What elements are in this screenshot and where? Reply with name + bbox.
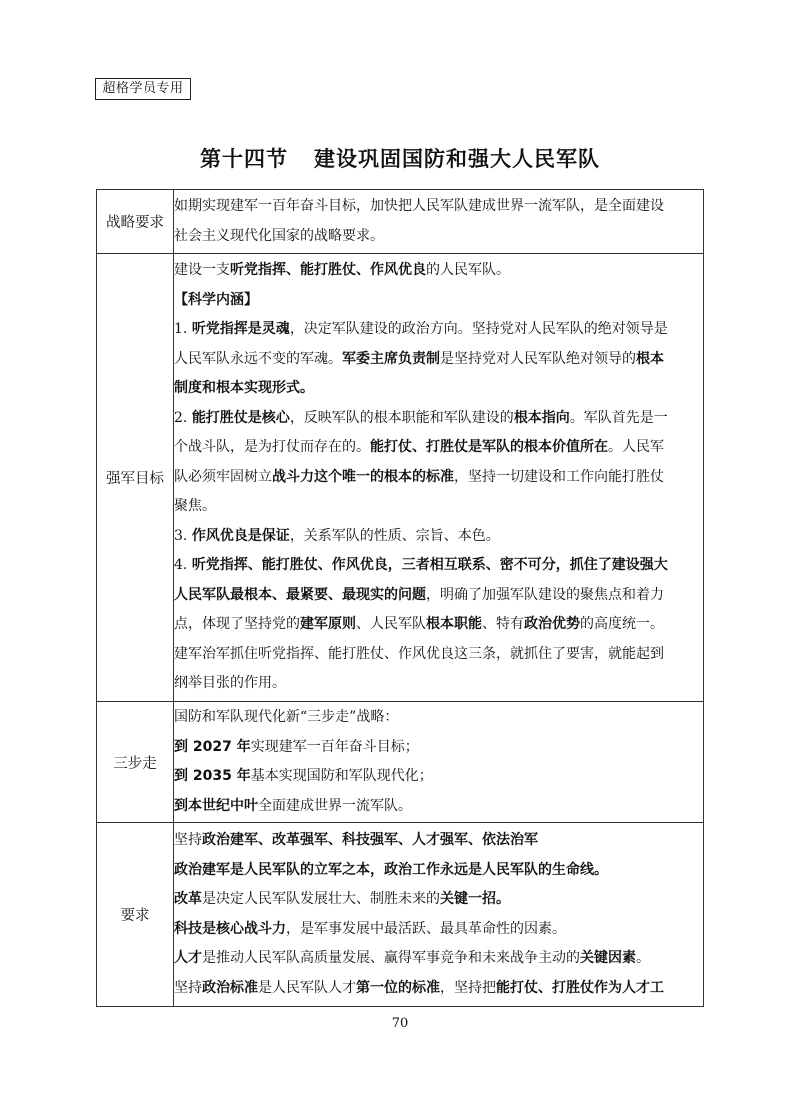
emphasis-text: 听党指挥是灵魂 bbox=[191, 321, 290, 338]
emphasis-text: 政治建军是人民军队的立军之本，政治工作永远是人民军队的生命线。 bbox=[174, 861, 608, 878]
emphasis-text: 根本 bbox=[636, 350, 664, 367]
emphasis-text: 政治建军、改革强军、科技强军、人才强军、依法治军 bbox=[202, 832, 538, 848]
content-line bbox=[174, 286, 703, 316]
emphasis-text: 制度和根本实现形式。 bbox=[174, 380, 314, 397]
text-segment: 实现建军一百年奋斗目标； bbox=[250, 738, 419, 755]
content-line bbox=[174, 256, 703, 286]
text-segment: 的高度统一。 bbox=[580, 616, 664, 633]
text-segment: 是人民军队人才 bbox=[258, 979, 356, 996]
text-segment: ，明确了加强军队建设的聚焦点和着力 bbox=[426, 586, 664, 603]
text-segment: ，反映军队的根本职能和军队建设的 bbox=[289, 409, 514, 426]
emphasis-text: 建军原则 bbox=[300, 616, 356, 633]
text-segment: 纲举目张的作用。 bbox=[174, 675, 286, 692]
text-segment: 如期实现建军一百年奋斗目标，加快把人民军队建成世界一流军队，是全面建设 bbox=[174, 198, 664, 214]
content-line bbox=[174, 581, 703, 611]
emphasis-text: 能打仗、打胜仗作为人才工 bbox=[496, 979, 664, 996]
emphasis-text: 作风优良是保证 bbox=[191, 527, 290, 544]
text-segment: 。 bbox=[636, 950, 650, 966]
emphasis-text: 军委主席负责制 bbox=[342, 350, 440, 367]
emphasis-text: 政治优势 bbox=[524, 616, 580, 633]
text-segment: ，关系军队的性质、宗旨、本色。 bbox=[289, 527, 500, 544]
page-title bbox=[0, 143, 800, 173]
emphasis-text: 人才 bbox=[174, 950, 202, 966]
content-line bbox=[174, 762, 703, 792]
emphasis-text: 能打仗、打胜仗是军队的根本价值所在 bbox=[370, 439, 608, 456]
content-line bbox=[174, 374, 703, 404]
text-segment: 。人民军 bbox=[608, 439, 664, 456]
content-line bbox=[174, 703, 703, 733]
content-line bbox=[174, 433, 703, 463]
content-line bbox=[174, 522, 703, 552]
emphasis-text: 第一位的标准 bbox=[356, 979, 440, 996]
content-line bbox=[174, 404, 703, 434]
text-segment: 社会主义现代化国家的战略要求。 bbox=[174, 227, 384, 244]
section-number: 第十四节 bbox=[200, 147, 288, 171]
emphasis-text: 改革 bbox=[174, 891, 202, 907]
text-segment: 是决定人民军队发展壮大、制胜未来的 bbox=[202, 891, 440, 907]
text-segment: 的人民军队。 bbox=[426, 262, 510, 279]
row-content bbox=[174, 702, 704, 823]
section-name: 建设巩固国防和强大人民军队 bbox=[314, 147, 600, 171]
emphasis-text: 根本职能 bbox=[426, 616, 482, 633]
text-segment: 坚持 bbox=[174, 832, 202, 848]
content-line bbox=[174, 463, 703, 493]
emphasis-text: 到 2027 年 bbox=[174, 738, 251, 755]
table-row bbox=[97, 254, 704, 702]
text-segment: 建军治军抓住听党指挥、能打胜仗、作风优良这三条，就抓住了要害，就能起到 bbox=[174, 645, 664, 662]
table-row bbox=[97, 823, 704, 1007]
text-segment: 国防和军队现代化新“三步走”战略： bbox=[174, 709, 399, 725]
text-segment: 是推动人民军队高质量发展、赢得军事竞争和未来战争主动的 bbox=[202, 950, 580, 966]
content-line bbox=[174, 826, 703, 856]
text-segment: 坚持 bbox=[174, 979, 202, 996]
text-segment: 、特有 bbox=[482, 616, 524, 633]
text-segment: ，坚持把 bbox=[440, 979, 496, 996]
text-segment: 队必须牢固树立 bbox=[174, 468, 272, 485]
content-line bbox=[174, 792, 703, 822]
content-line bbox=[174, 856, 703, 886]
row-content bbox=[174, 190, 704, 254]
content-line bbox=[174, 944, 703, 974]
row-content bbox=[174, 823, 704, 1007]
text-segment: 人民军队永远不变的军魂。 bbox=[174, 350, 342, 367]
text-segment: 1. bbox=[174, 321, 192, 338]
emphasis-text: 根本指向 bbox=[513, 409, 570, 426]
text-segment: 4. bbox=[174, 557, 192, 574]
content-line bbox=[174, 915, 703, 945]
text-segment: 点，体现了坚持党的 bbox=[174, 616, 300, 633]
text-segment: 2. bbox=[174, 409, 192, 426]
content-line bbox=[174, 640, 703, 670]
emphasis-text: 关键一招。 bbox=[440, 891, 510, 907]
content-line bbox=[174, 974, 703, 1004]
text-segment: 。军队首先是一 bbox=[569, 409, 668, 426]
emphasis-text: 科技是核心战斗力 bbox=[174, 920, 286, 937]
text-segment: 是坚持党对人民军队绝对领导的 bbox=[440, 350, 636, 367]
text-segment: ，决定军队建设的政治方向。坚持党对人民军队的绝对领导是 bbox=[289, 321, 668, 338]
text-segment: 建设一支 bbox=[174, 262, 230, 279]
table-row bbox=[97, 702, 704, 823]
content-line bbox=[174, 192, 703, 222]
content-line bbox=[174, 610, 703, 640]
row-heading: 要求 bbox=[97, 823, 174, 1007]
row-content bbox=[174, 254, 704, 702]
student-only-label: 超格学员专用 bbox=[95, 78, 191, 100]
content-line bbox=[174, 733, 703, 763]
emphasis-text: 到 2035 年 bbox=[174, 768, 251, 784]
text-segment: 、人民军队 bbox=[356, 616, 426, 633]
text-segment: 全面建成世界一流军队。 bbox=[258, 797, 412, 814]
emphasis-text: 【科学内涵】 bbox=[174, 291, 258, 308]
row-heading: 强军目标 bbox=[97, 254, 174, 702]
emphasis-text: 能打胜仗是核心 bbox=[191, 409, 290, 426]
content-line bbox=[174, 345, 703, 375]
text-segment: 基本实现国防和军队现代化； bbox=[250, 768, 433, 784]
emphasis-text: 听党指挥、能打胜仗、作风优良 bbox=[230, 262, 426, 279]
content-line bbox=[174, 551, 703, 581]
content-line bbox=[174, 315, 703, 345]
emphasis-text: 到本世纪中叶 bbox=[174, 797, 258, 814]
text-segment: 个战斗队，是为打仗而存在的。 bbox=[174, 439, 370, 456]
row-heading: 战略要求 bbox=[97, 190, 174, 254]
content-line bbox=[174, 492, 703, 522]
content-line bbox=[174, 222, 703, 252]
page-number: 70 bbox=[391, 1016, 409, 1031]
text-segment: ，是军事发展中最活跃、最具革命性的因素。 bbox=[286, 920, 566, 937]
emphasis-text: 听党指挥、能打胜仗、作风优良，三者相互联系、密不可分，抓住了建设强大 bbox=[191, 557, 668, 574]
emphasis-text: 关键因素 bbox=[580, 950, 636, 966]
content-line bbox=[174, 669, 703, 699]
text-segment: 聚焦。 bbox=[174, 498, 216, 515]
row-heading: 三步走 bbox=[97, 702, 174, 823]
content-table bbox=[96, 189, 704, 1007]
content-line bbox=[174, 885, 703, 915]
emphasis-text: 战斗力这个唯一的根本的标准 bbox=[272, 468, 454, 485]
emphasis-text: 政治标准 bbox=[202, 979, 258, 996]
text-segment: ，坚持一切建设和工作向能打胜仗 bbox=[454, 468, 664, 485]
emphasis-text: 人民军队最根本、最紧要、最现实的问题 bbox=[174, 586, 426, 603]
text-segment: 3. bbox=[174, 527, 192, 544]
table-row bbox=[97, 190, 704, 254]
